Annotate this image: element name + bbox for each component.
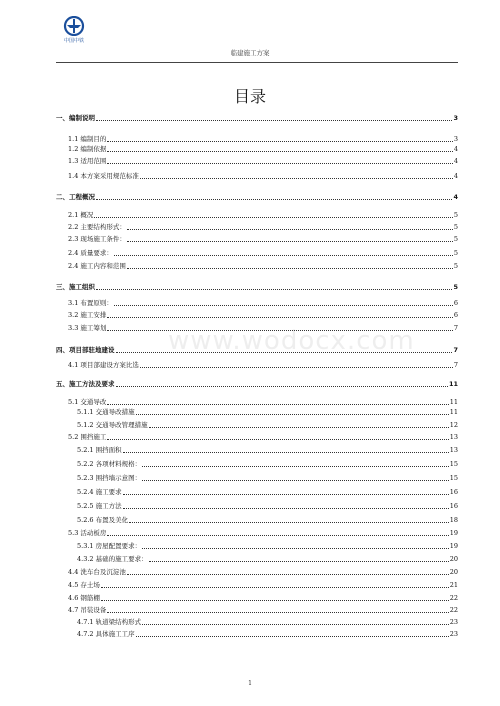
- toc-entry-label: 1.2 编制依据: [68, 145, 107, 153]
- toc-leader-dots: [140, 178, 453, 179]
- toc-chapter-entry[interactable]: [56, 193, 458, 202]
- toc-leader-dots: [101, 600, 449, 601]
- toc-entry-label: 5.2.5 施工方法: [77, 502, 122, 510]
- header-divider: [56, 62, 458, 63]
- toc-entry-label: 4.1 项目部建设方案比选: [68, 361, 139, 369]
- toc-entry-label: 一、编制说明: [56, 114, 95, 122]
- toc-entry-label: 5.2.1 围挡面积: [77, 446, 122, 454]
- toc-leader-dots: [96, 199, 452, 200]
- toc-section-entry[interactable]: [77, 630, 458, 639]
- toc-leader-dots: [127, 229, 453, 230]
- toc-entry-label: 5.1.1 交通导改措施: [77, 408, 135, 416]
- toc-entry-page: 4: [453, 172, 458, 180]
- toc-entry-label: 5.3 活动板房: [68, 529, 107, 537]
- watermark: www.wodocx.com: [168, 326, 415, 356]
- toc-entry-page: 20: [449, 568, 458, 576]
- toc-entry-page: 5: [453, 262, 458, 270]
- toc-entry-label: 四、项目部驻地建设: [56, 346, 115, 354]
- toc-entry-page: 4: [453, 193, 458, 201]
- toc-leader-dots: [94, 217, 452, 218]
- toc-section-entry[interactable]: [68, 145, 458, 154]
- toc-entry-page: 19: [449, 542, 458, 550]
- toc-entry-page: 5: [453, 211, 458, 219]
- toc-entry-page: 18: [449, 516, 458, 524]
- company-logo: [56, 16, 92, 44]
- toc-section-entry[interactable]: [68, 249, 458, 258]
- toc-leader-dots: [123, 452, 449, 453]
- toc-leader-dots: [123, 494, 449, 495]
- toc-entry-page: 3: [453, 135, 458, 143]
- toc-entry-label: 3.2 施工安排: [68, 311, 107, 319]
- toc-leader-dots: [142, 624, 449, 625]
- toc-section-entry[interactable]: [77, 474, 458, 483]
- toc-entry-label: 5.2 围挡施工: [68, 433, 107, 441]
- toc-section-entry[interactable]: [77, 421, 458, 430]
- toc-section-entry[interactable]: [68, 172, 458, 181]
- toc-entry-page: 13: [449, 433, 458, 441]
- toc-entry-page: 16: [449, 488, 458, 496]
- toc-leader-dots: [136, 636, 449, 637]
- toc-leader-dots: [142, 548, 449, 549]
- document-header-title: 临建施工方案: [230, 49, 270, 57]
- toc-section-entry[interactable]: [68, 311, 458, 320]
- toc-section-entry[interactable]: [77, 460, 458, 469]
- toc-entry-label: 4.4 洗车台及沉淀池: [68, 568, 126, 576]
- toc-section-entry[interactable]: [68, 223, 458, 232]
- toc-section-entry[interactable]: [77, 618, 458, 627]
- toc-leader-dots: [142, 466, 449, 467]
- toc-entry-page: 4: [453, 145, 458, 153]
- toc-leader-dots: [107, 439, 448, 440]
- toc-section-entry[interactable]: [77, 408, 458, 417]
- toc-entry-label: 4.6 钢筋棚: [68, 594, 100, 602]
- toc-leader-dots: [107, 317, 452, 318]
- toc-section-entry[interactable]: [68, 594, 458, 603]
- toc-entry-label: 5.3.1 房屋配置要求：: [77, 542, 142, 550]
- toc-leader-dots: [149, 427, 449, 428]
- toc-chapter-entry[interactable]: [56, 283, 458, 292]
- toc-entry-page: 11: [449, 398, 458, 406]
- logo-emblem-icon: [63, 16, 85, 36]
- toc-entry-label: 2.3 现场施工条件：: [68, 235, 126, 243]
- toc-leader-dots: [107, 535, 448, 536]
- toc-leader-dots: [127, 241, 453, 242]
- toc-entry-page: 7: [453, 361, 458, 369]
- toc-entry-label: 五、施工方法及要求: [56, 380, 115, 388]
- toc-leader-dots: [107, 404, 448, 405]
- toc-section-entry[interactable]: [68, 211, 458, 220]
- toc-entry-page: 12: [449, 421, 458, 429]
- toc-entry-page: 13: [449, 446, 458, 454]
- toc-entry-label: 5.2.3 围挡墙示意图：: [77, 474, 142, 482]
- toc-entry-page: 7: [453, 324, 458, 332]
- toc-leader-dots: [127, 574, 449, 575]
- toc-section-entry[interactable]: [68, 235, 458, 244]
- toc-entry-label: 5.2.2 各项材料规格：: [77, 460, 142, 468]
- toc-entry-label: 4.7.1 轨道梁结构形式: [77, 618, 142, 626]
- toc-entry-label: 三、施工组织: [56, 283, 95, 291]
- toc-entry-page: 23: [449, 630, 458, 638]
- toc-section-entry[interactable]: [68, 568, 458, 577]
- toc-entry-page: 11: [449, 408, 458, 416]
- logo-label: 中国中铁: [63, 38, 84, 44]
- toc-leader-dots: [136, 414, 449, 415]
- toc-section-entry[interactable]: [77, 502, 458, 511]
- toc-entry-page: 23: [449, 618, 458, 626]
- toc-chapter-entry[interactable]: [56, 114, 458, 123]
- toc-section-entry[interactable]: [68, 157, 458, 166]
- toc-entry-page: 22: [449, 594, 458, 602]
- toc-entry-page: 11: [448, 380, 458, 388]
- toc-entry-label: 4.5 存土场: [68, 581, 100, 589]
- toc-entry-label: 5.1.2 交通导改管理措施: [77, 421, 148, 429]
- toc-entry-page: 15: [449, 460, 458, 468]
- toc-entry-page: 6: [453, 299, 458, 307]
- toc-entry-page: 5: [453, 249, 458, 257]
- toc-section-entry[interactable]: [77, 542, 458, 551]
- toc-leader-dots: [116, 386, 448, 387]
- toc-leader-dots: [107, 612, 448, 613]
- toc-chapter-entry[interactable]: [56, 380, 458, 389]
- toc-entry-page: 19: [449, 529, 458, 537]
- toc-entry-page: 6: [453, 311, 458, 319]
- toc-section-entry[interactable]: [68, 299, 458, 308]
- toc-entry-page: 16: [449, 502, 458, 510]
- page-number: 1: [248, 680, 252, 687]
- toc-entry-page: 21: [449, 581, 458, 589]
- toc-leader-dots: [107, 163, 452, 164]
- toc-leader-dots: [114, 255, 453, 256]
- toc-entry-label: 3.1 布置原则：: [68, 299, 113, 307]
- toc-leader-dots: [107, 330, 452, 331]
- toc-entry-page: 5: [453, 283, 458, 291]
- toc-section-entry[interactable]: [77, 488, 458, 497]
- toc-section-entry[interactable]: [68, 581, 458, 590]
- toc-entry-label: 2.4 质量要求：: [68, 249, 113, 257]
- toc-leader-dots: [96, 289, 452, 290]
- toc-entry-page: 20: [449, 555, 458, 563]
- toc-section-entry[interactable]: [68, 398, 458, 407]
- toc-entry-page: 7: [453, 346, 458, 354]
- toc-entry-label: 2.2 主要结构形式：: [68, 223, 126, 231]
- toc-entry-label: 5.2.4 施工要求: [77, 488, 122, 496]
- toc-section-entry[interactable]: [68, 324, 458, 333]
- toc-section-entry[interactable]: [68, 361, 458, 370]
- toc-entry-page: 15: [449, 474, 458, 482]
- toc-leader-dots: [107, 151, 452, 152]
- toc-section-entry[interactable]: [77, 516, 458, 525]
- toc-leader-dots: [114, 305, 453, 306]
- toc-entry-label: 1.3 适用范围: [68, 157, 107, 165]
- toc-entry-label: 2.1 概况: [68, 211, 94, 219]
- toc-entry-label: 1.1 编制目的: [68, 135, 107, 143]
- toc-section-entry[interactable]: [68, 529, 458, 538]
- toc-entry-label: 4.7.2 具体施工工序: [77, 630, 135, 638]
- toc-leader-dots: [96, 120, 452, 121]
- toc-entry-label: 4.3.2 基础的施工要求：: [77, 555, 148, 563]
- toc-leader-dots: [129, 522, 449, 523]
- toc-leader-dots: [127, 268, 453, 269]
- toc-section-entry[interactable]: [68, 262, 458, 271]
- toc-leader-dots: [101, 587, 449, 588]
- toc-section-entry[interactable]: [68, 606, 458, 615]
- toc-entry-label: 二、工程概况: [56, 193, 95, 201]
- toc-entry-label: 5.1 交通导改: [68, 398, 107, 406]
- toc-leader-dots: [123, 508, 449, 509]
- toc-leader-dots: [116, 352, 453, 353]
- toc-entry-page: 3: [453, 114, 458, 122]
- toc-entry-page: 4: [453, 157, 458, 165]
- toc-leader-dots: [149, 561, 449, 562]
- toc-leader-dots: [142, 480, 449, 481]
- toc-section-entry[interactable]: [77, 555, 458, 564]
- toc-entry-page: 22: [449, 606, 458, 614]
- toc-leader-dots: [140, 367, 453, 368]
- toc-entry-label: 3.3 施工筹划: [68, 324, 107, 332]
- toc-section-entry[interactable]: [68, 433, 458, 442]
- toc-entry-label: 1.4 本方案采用规范标准: [68, 172, 139, 180]
- toc-entry-page: 5: [453, 223, 458, 231]
- toc-entry-page: 5: [453, 235, 458, 243]
- toc-entry-label: 2.4 施工内容和范围: [68, 262, 126, 270]
- toc-leader-dots: [107, 141, 452, 142]
- toc-entry-label: 4.7 吊装设备: [68, 606, 107, 614]
- toc-section-entry[interactable]: [68, 135, 458, 144]
- toc-entry-label: 5.2.6 布置及美化: [77, 516, 129, 524]
- toc-chapter-entry[interactable]: [56, 346, 458, 355]
- toc-section-entry[interactable]: [77, 446, 458, 455]
- toc-title: 目录: [233, 87, 266, 106]
